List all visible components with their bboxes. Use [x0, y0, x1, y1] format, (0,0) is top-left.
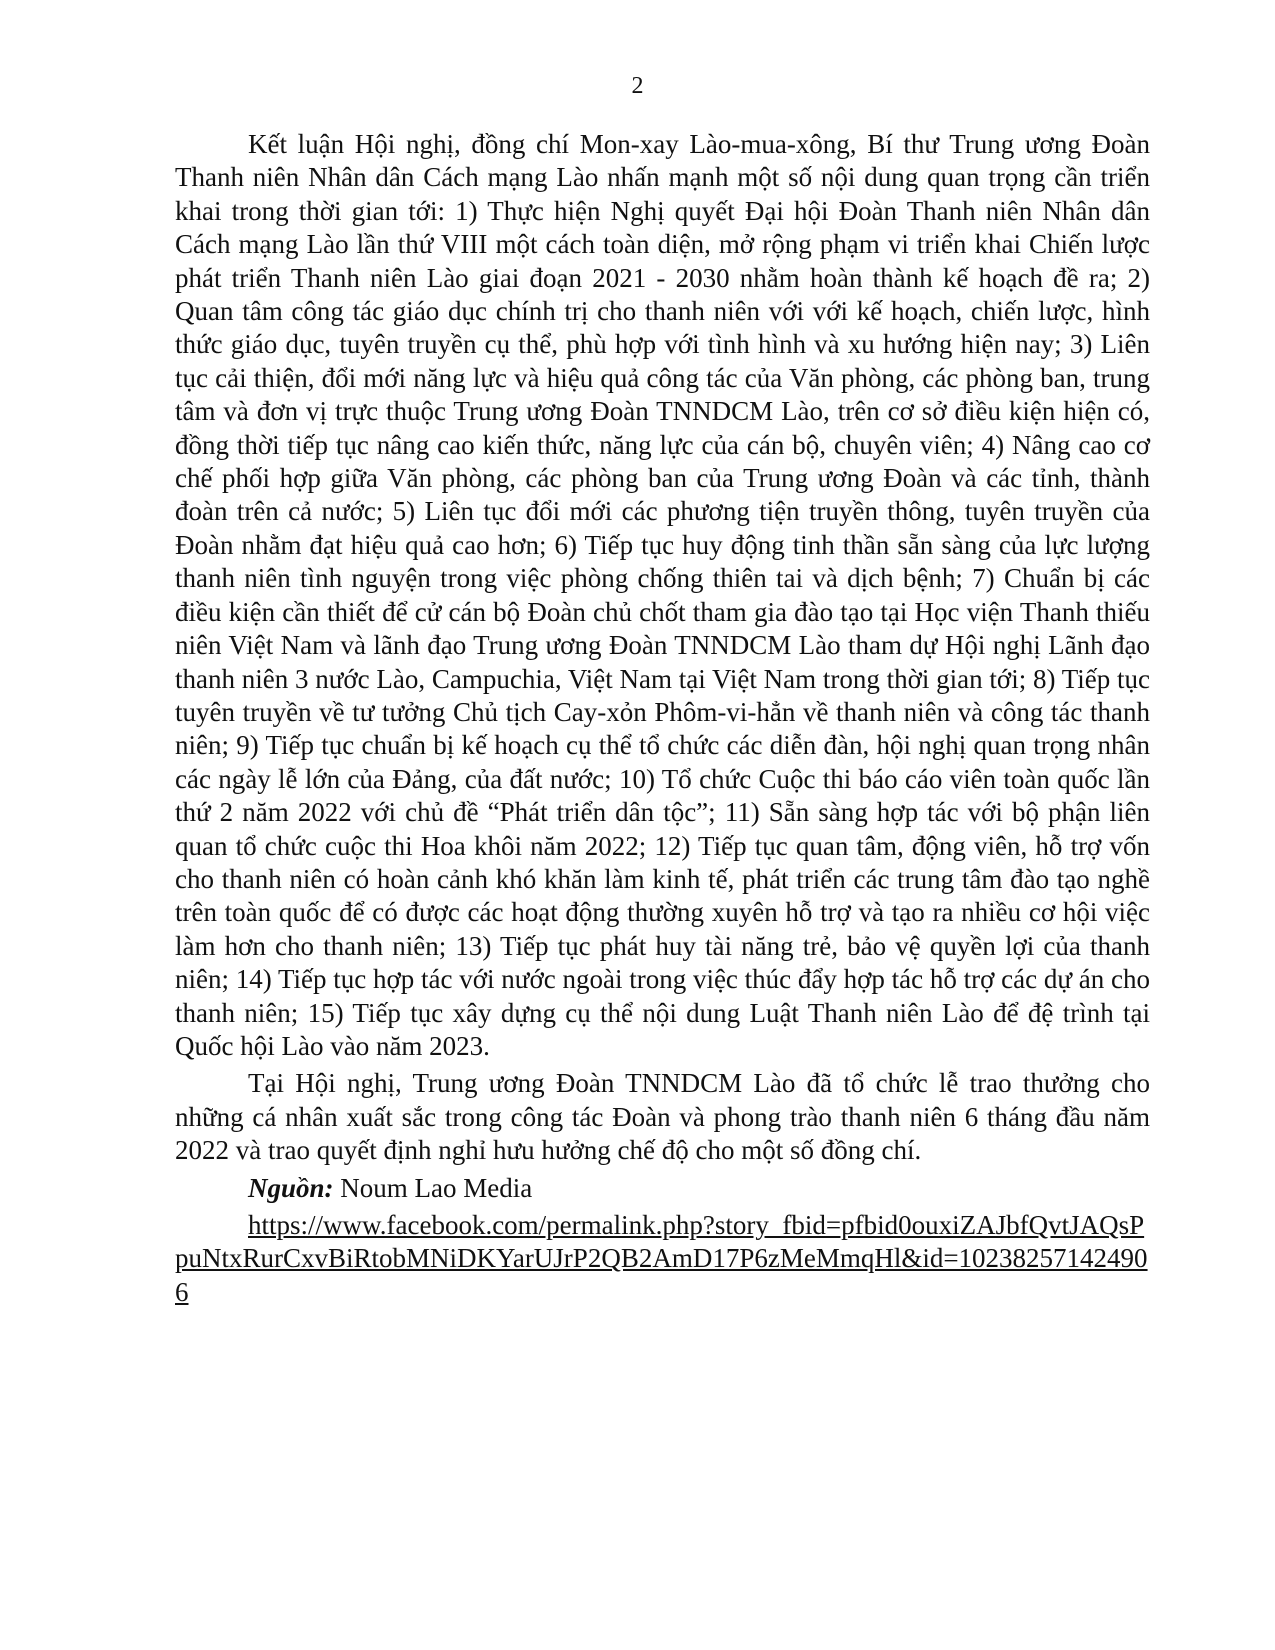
source-line [175, 1172, 1150, 1205]
source-link-line [175, 1209, 1150, 1309]
document-body [175, 128, 1150, 1309]
source-link[interactable]: https://www.facebook.com/permalink.php?story_fbid=pfbid0ouxiZAJbfQvtJAQsPpuNtxRurCxvBiRtobMNiDKYarUJrP2QB2AmD17P6zMeMmqHl&id=102382571424906 [175, 1210, 1148, 1307]
award-paragraph: Tại Hội nghị, Trung ương Đoàn TNNDCM Lào đã tổ chức lễ trao thưởng cho những cá nhân xuất sắc trong công tác Đoàn và phong trào thanh niên 6 tháng đầu năm 2022 và trao quyết định nghỉ hưu hưởng chế độ cho một số đồng chí. [175, 1068, 1150, 1166]
page-number: 2 [631, 73, 644, 99]
conclusion-paragraph: Kết luận Hội nghị, đồng chí Mon-xay Lào-mua-xông, Bí thư Trung ương Đoàn Thanh niên Nhân dân Cách mạng Lào nhấn mạnh một số nội dung quan trọng cần triển khai trong thời gian tới: 1) Thực hiện Nghị quyết Đại hội Đoàn Thanh niên Nhân dân Cách mạng Lào lần thứ VIII một cách toàn diện, mở rộng phạm vi triển khai Chiến lược phát triển Thanh niên Lào giai đoạn 2021 - 2030 nhằm hoàn thành kế hoạch đề ra; 2) Quan tâm công tác giáo dục chính trị cho thanh niên với với kế hoạch, chiến lược, hình thức giáo dục, tuyên truyền cụ thể, phù hợp với tình hình và xu hướng hiện nay; 3) Liên tục cải thiện, đổi mới năng lực và hiệu quả công tác của Văn phòng, các phòng ban, trung tâm và đơn vị trực thuộc Trung ương Đoàn TNNDCM Lào, trên cơ sở điều kiện hiện có, đồng thời tiếp tục nâng cao kiến thức, năng lực của cán bộ, chuyên viên; 4) Nâng cao cơ chế phối hợp giữa Văn phòng, các phòng ban của Trung ương Đoàn và các tỉnh, thành đoàn trên cả nước; 5) Liên tục đổi mới các phương tiện truyền thông, tuyên truyền của Đoàn nhằm đạt hiệu quả cao hơn; 6) Tiếp tục huy động tinh thần sẵn sàng của lực lượng thanh niên tình nguyện trong việc phòng chống thiên tai và dịch bệnh; 7) Chuẩn bị các điều kiện cần thiết để cử cán bộ Đoàn chủ chốt tham gia đào tạo tại Học viện Thanh thiếu niên Việt Nam và lãnh đạo Trung ương Đoàn TNNDCM Lào tham dự Hội nghị Lãnh đạo thanh niên 3 nước Lào, Campuchia, Việt Nam tại Việt Nam trong thời gian tới; 8) Tiếp tục tuyên truyền về tư tưởng Chủ tịch Cay-xỏn Phôm-vi-hẳn về thanh niên và công tác thanh niên; 9) Tiếp tục chuẩn bị kế hoạch cụ thể tổ chức các diễn đàn, hội nghị quan trọng nhân các ngày lễ lớn của Đảng, của đất nước; 10) Tổ chức Cuộc thi báo cáo viên toàn quốc lần thứ 2 năm 2022 với chủ đề “Phát triển dân tộc”; 11) Sẵn sàng hợp tác với bộ phận liên quan tổ chức cuộc thi Hoa khôi năm 2022; 12) Tiếp tục quan tâm, động viên, hỗ trợ vốn cho thanh niên có hoàn cảnh khó khăn làm kinh tế, phát triển các trung tâm đào tạo nghề trên toàn quốc để có được các hoạt động thường xuyên hỗ trợ và tạo ra nhiều cơ hội việc làm hơn cho thanh niên; 13) Tiếp tục phát huy tài năng trẻ, bảo vệ quyền lợi của thanh niên; 14) Tiếp tục hợp tác với nước ngoài trong việc thúc đẩy hợp tác hỗ trợ các dự án cho thanh niên; 15) Tiếp tục xây dựng cụ thể nội dung Luật Thanh niên Lào để đệ trình tại Quốc hội Lào vào năm 2023. [175, 129, 1150, 1061]
source-label: Nguồn: [248, 1172, 334, 1203]
source-value: Noum Lao Media [333, 1172, 533, 1203]
